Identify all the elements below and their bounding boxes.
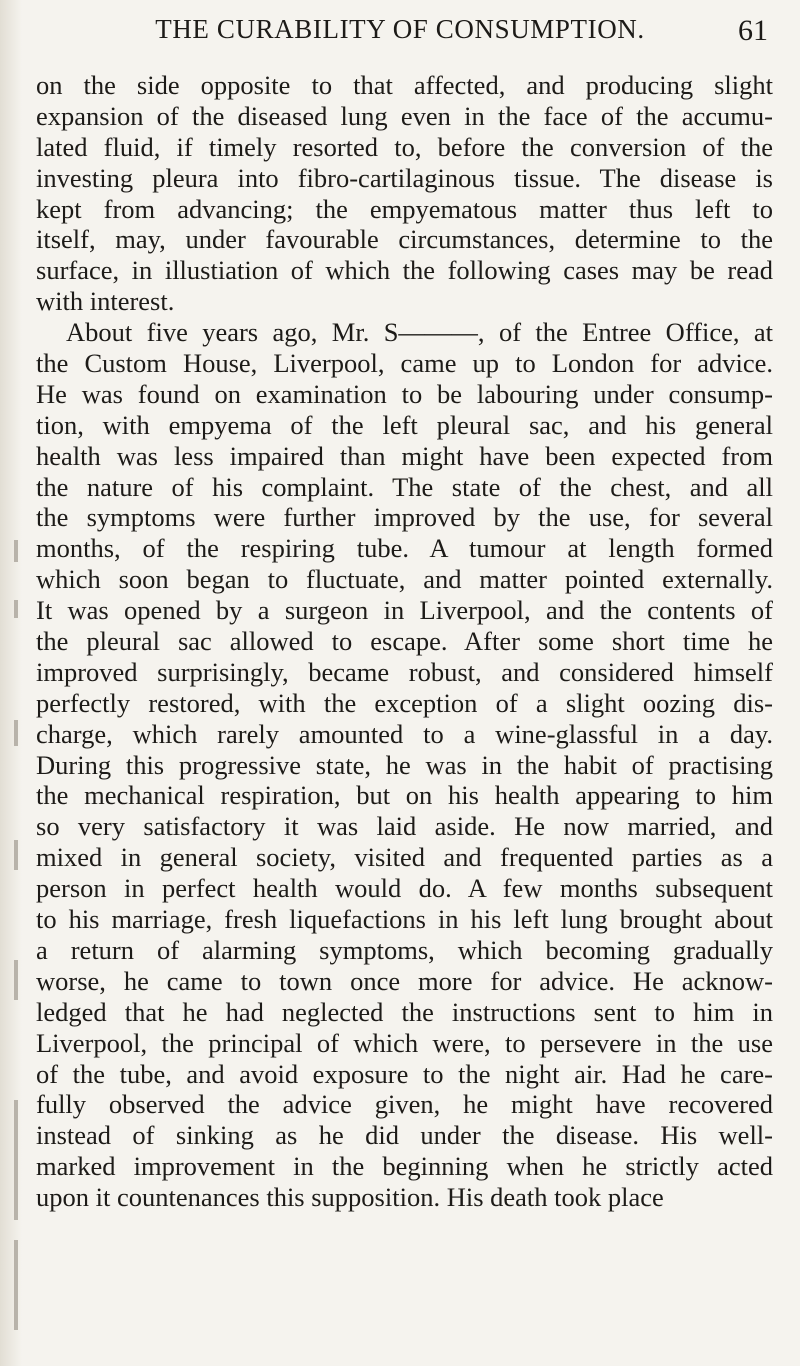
margin-mark — [14, 1240, 18, 1330]
text-line: improved surprisingly, became robust, and considered himself — [36, 656, 773, 687]
margin-mark — [14, 960, 18, 1000]
text-line: health was less impaired than might have been expected from — [36, 440, 773, 471]
text-line: person in perfect health would do. A few months subsequent — [36, 873, 773, 904]
margin-mark — [14, 840, 18, 870]
text-line: During this progressive state, he was in the habit of practising — [36, 749, 773, 780]
text-line: He was found on examination to be labouring under consump- — [36, 378, 773, 409]
text-line: kept from advancing; the empyematous matter thus left to — [36, 193, 773, 224]
text-line: lated fluid, if timely resorted to, before the conversion of the — [36, 131, 773, 162]
text-line: Liverpool, the principal of which were, to persevere in the use — [36, 1027, 773, 1058]
text-line: surface, in illustiation of which the following cases may be read — [36, 255, 773, 286]
text-line: ledged that he had neglected the instructions sent to him in — [36, 996, 773, 1027]
text-line: a return of alarming symptoms, which becoming gradually — [36, 934, 773, 965]
text-line: instead of sinking as he did under the disease. His well- — [36, 1120, 773, 1151]
text-line: the Custom House, Liverpool, came up to London for advice. — [36, 348, 773, 379]
text-line: marked improvement in the beginning when he strictly acted — [36, 1151, 773, 1182]
text-line: fully observed the advice given, he might have recovered — [36, 1089, 773, 1120]
margin-mark — [14, 540, 18, 562]
text-line: investing pleura into fibro-cartilaginous tissue. The disease is — [36, 162, 773, 193]
text-line: so very satisfactory it was laid aside. He now married, and — [36, 811, 773, 842]
text-line: mixed in general society, visited and frequented parties as a — [36, 842, 773, 873]
margin-mark — [14, 1100, 18, 1220]
text-line: It was opened by a surgeon in Liverpool, and the contents of — [36, 595, 773, 626]
text-line: the mechanical respiration, but on his health appearing to him — [36, 780, 773, 811]
margin-marks — [14, 540, 20, 1340]
running-title: THE CURABILITY OF CONSUMPTION. — [155, 14, 645, 44]
margin-mark — [14, 720, 18, 746]
body-text — [36, 70, 773, 1213]
text-line: of the tube, and avoid exposure to the night air. Had he care- — [36, 1058, 773, 1089]
text-line: to his marriage, fresh liquefactions in his left lung brought about — [36, 904, 773, 935]
text-line: upon it countenances this supposition. His death took place — [36, 1182, 664, 1213]
text-line: expansion of the diseased lung even in the face of the accumu- — [36, 100, 773, 131]
text-line: worse, he came to town once more for advice. He acknow- — [36, 965, 773, 996]
text-line: which soon began to fluctuate, and matter pointed externally. — [36, 564, 773, 595]
text-line: itself, may, under favourable circumstances, determine to the — [36, 224, 773, 255]
text-line: the symptoms were further improved by the use, for several — [36, 502, 773, 533]
text-line: charge, which rarely amounted to a wine-glassful in a day. — [36, 718, 773, 749]
page-header — [0, 14, 800, 64]
text-line: the pleural sac allowed to escape. After some short time he — [36, 626, 773, 657]
margin-mark — [14, 600, 18, 618]
text-line: About five years ago, Mr. S———, of the Entree Office, at — [66, 317, 773, 348]
text-line: with interest. — [36, 286, 175, 317]
text-line: tion, with empyema of the left pleural sac, and his general — [36, 409, 773, 440]
text-line: perfectly restored, with the exception of a slight oozing dis- — [36, 687, 773, 718]
text-line: on the side opposite to that affected, and producing slight — [36, 70, 773, 100]
page-number: 61 — [738, 14, 768, 47]
text-line: months, of the respiring tube. A tumour at length formed — [36, 533, 773, 564]
text-line: the nature of his complaint. The state of the chest, and all — [36, 471, 773, 502]
